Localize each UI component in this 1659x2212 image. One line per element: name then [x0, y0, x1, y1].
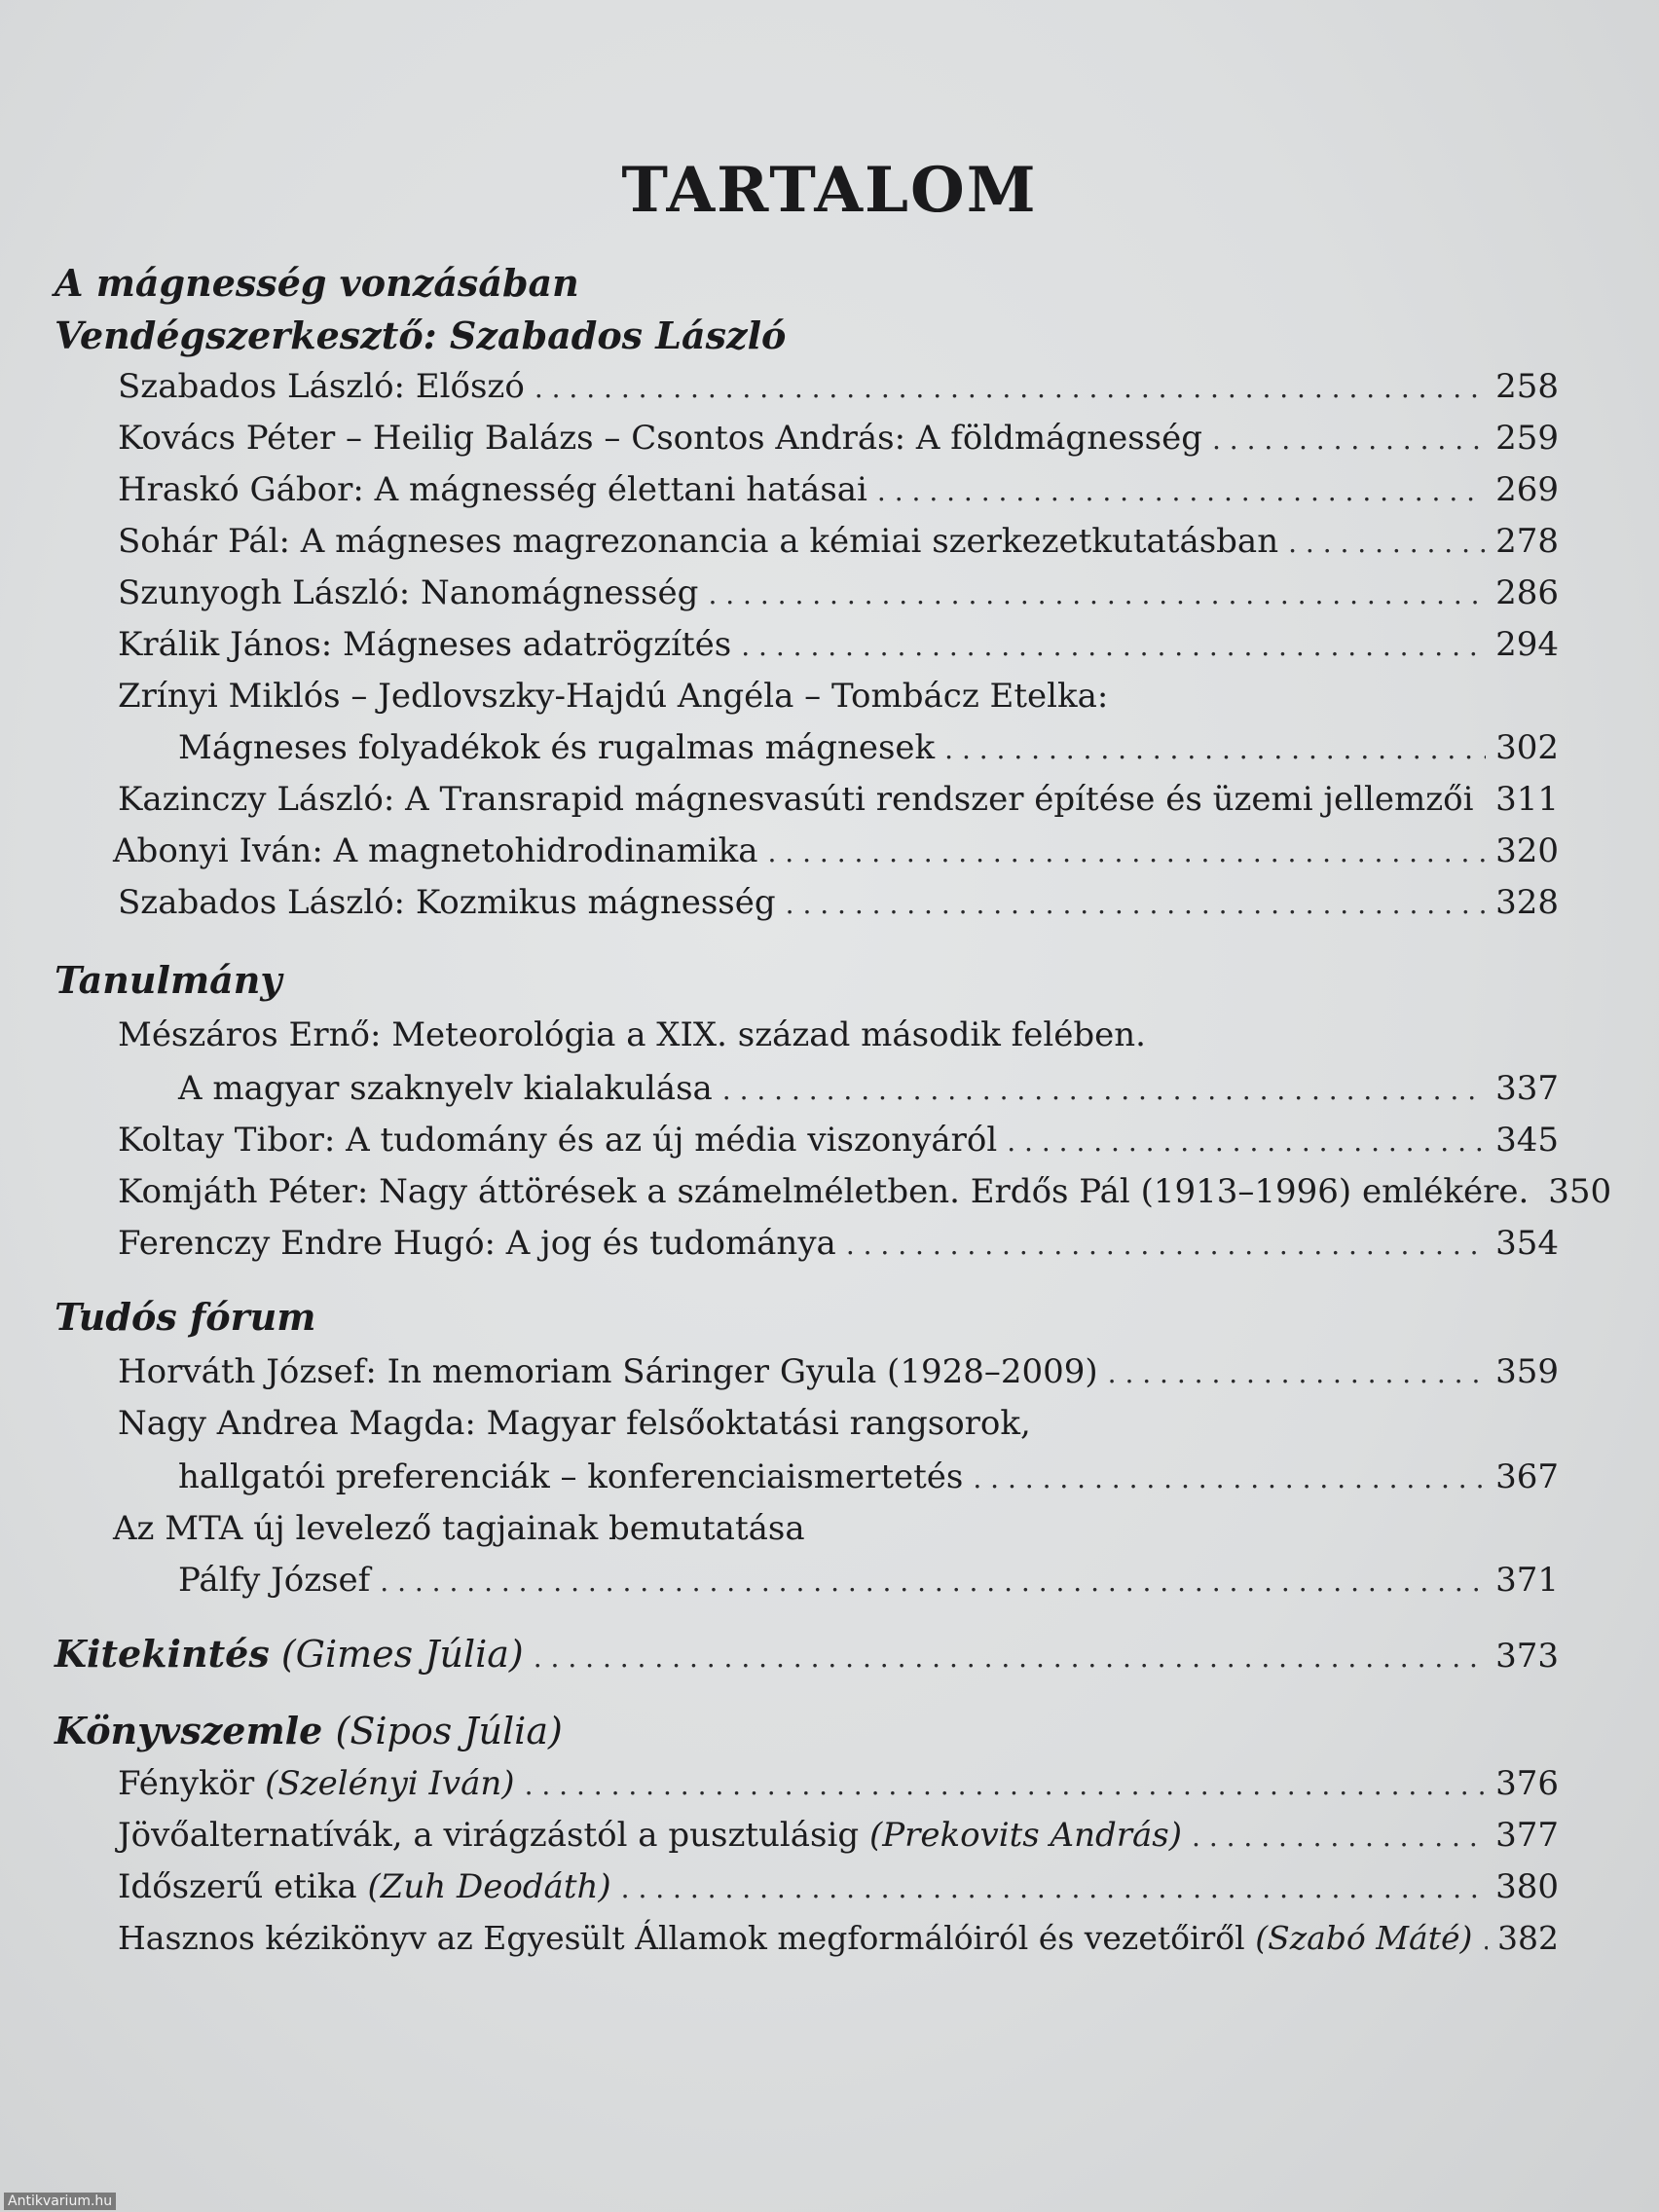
- dot-leader: [786, 888, 1486, 920]
- dot-leader: [708, 578, 1486, 610]
- page-number: 258: [1495, 367, 1559, 406]
- toc-entry-first-line[interactable]: Zrínyi Miklós – Jedlovszky-Hajdú Angéla – Tombácz Etelka:: [118, 677, 1109, 716]
- entry-reviewer: (Zuh Deodáth): [367, 1867, 611, 1906]
- dot-leader: [741, 630, 1486, 662]
- toc-entry[interactable]: [118, 470, 1559, 509]
- section-kitekintes-label: [55, 1632, 524, 1676]
- entry-text: Horváth József: In memoriam Sáringer Gyula (1928–2009): [118, 1352, 1098, 1391]
- section-konyvszemle: [55, 1709, 563, 1752]
- page-number: 345: [1495, 1121, 1559, 1160]
- section-editor: (Sipos Júlia): [335, 1710, 563, 1752]
- page-number: 367: [1495, 1457, 1559, 1496]
- page-number: 376: [1495, 1764, 1559, 1803]
- section-title-tudos-forum: Tudós fórum: [55, 1295, 316, 1339]
- page-number: 359: [1495, 1352, 1559, 1391]
- dot-leader: [846, 1229, 1486, 1261]
- toc-entry[interactable]: [118, 1919, 1559, 1957]
- entry-text: Komjáth Péter: Nagy áttörések a számelméletben. Erdős Pál (1913–1996) emlékére.: [118, 1172, 1530, 1211]
- toc-entry[interactable]: [118, 625, 1559, 664]
- entry-text: Jövőalternatívák, a virágzástól a pusztulásig: [118, 1816, 860, 1855]
- page-number: 380: [1495, 1867, 1559, 1906]
- page-number: 320: [1495, 831, 1559, 870]
- page-number: 294: [1495, 625, 1559, 664]
- toc-entry[interactable]: [118, 780, 1559, 819]
- entry-text-wrap: [118, 1867, 611, 1906]
- dot-leader: [1007, 1125, 1486, 1158]
- section-editor: (Gimes Júlia): [280, 1633, 524, 1676]
- toc-entry[interactable]: [118, 883, 1559, 922]
- entry-text: Pálfy József: [178, 1561, 371, 1600]
- page-number: 350: [1548, 1172, 1612, 1211]
- entry-text: Időszerű etika: [118, 1867, 357, 1906]
- toc-entry[interactable]: [118, 419, 1559, 458]
- dot-leader: [1483, 785, 1486, 817]
- page-title: TARTALOM: [621, 154, 1038, 227]
- dot-leader: [380, 1566, 1486, 1598]
- toc-entry-first-line[interactable]: Mészáros Ernő: Meteorológia a XIX. század második felében.: [118, 1015, 1146, 1054]
- dot-leader: [525, 1769, 1487, 1801]
- toc-entry[interactable]: [178, 728, 1559, 767]
- section-title-kitekintes: Kitekintés: [55, 1632, 270, 1676]
- toc-entry[interactable]: [118, 1172, 1612, 1211]
- entry-text-wrap: [118, 1764, 515, 1803]
- dot-leader: [973, 1462, 1486, 1494]
- dot-leader: [877, 475, 1486, 507]
- section-title-magnesseg: A mágnesség vonzásában: [55, 261, 579, 305]
- page-number: 377: [1495, 1816, 1559, 1855]
- page-number: 328: [1495, 883, 1559, 922]
- entry-reviewer: (Szabó Máté): [1255, 1919, 1473, 1957]
- toc-entry[interactable]: [118, 1816, 1559, 1855]
- page-number: 286: [1495, 573, 1559, 612]
- page-number: 302: [1495, 728, 1559, 767]
- page-number: 354: [1495, 1224, 1559, 1263]
- entry-reviewer: (Szelényi Iván): [265, 1764, 515, 1803]
- page-number: 373: [1495, 1637, 1559, 1676]
- entry-text: hallgatói preferenciák – konferenciaismertetés: [178, 1457, 964, 1496]
- entry-text: Kovács Péter – Heilig Balázs – Csontos András: A földmágnesség: [118, 419, 1202, 458]
- page-number: 371: [1495, 1561, 1559, 1600]
- toc-entry[interactable]: [178, 1457, 1559, 1496]
- entry-text: Kazinczy László: A Transrapid mágnesvasúti rendszer építése és üzemi jellemzői: [118, 780, 1474, 819]
- entry-text: Szunyogh László: Nanomágnesség: [118, 573, 699, 612]
- section-kitekintes[interactable]: [55, 1632, 1559, 1676]
- entry-text: Fénykör: [118, 1764, 255, 1803]
- dot-leader: [534, 1641, 1486, 1674]
- entry-text: Koltay Tibor: A tudomány és az új média viszonyáról: [118, 1121, 998, 1160]
- entry-text: Králik János: Mágneses adatrögzítés: [118, 625, 732, 664]
- dot-leader: [621, 1872, 1486, 1904]
- page-number: 337: [1495, 1069, 1559, 1108]
- toc-entry[interactable]: [113, 831, 1559, 870]
- entry-text: Hraskó Gábor: A mágnesség élettani hatásai: [118, 470, 867, 509]
- dot-leader: [944, 733, 1486, 765]
- entry-text-wrap: [118, 1816, 1182, 1855]
- dot-leader: [1482, 1924, 1488, 1956]
- page-number: 382: [1497, 1919, 1559, 1957]
- toc-entry[interactable]: [118, 1352, 1559, 1391]
- section-subtitle-guest-editor: Vendégszerkesztő: Szabados László: [55, 313, 787, 357]
- page-number: 311: [1495, 780, 1559, 819]
- bleed-through-decoration: [273, 49, 303, 158]
- section-title-tanulmany: Tanulmány: [55, 958, 282, 1002]
- dot-leader: [768, 836, 1487, 868]
- entry-text: Szabados László: Kozmikus mágnesség: [118, 883, 776, 922]
- toc-entry[interactable]: [178, 1069, 1559, 1108]
- toc-entry[interactable]: [118, 573, 1559, 612]
- section-title-konyvszemle: Könyvszemle: [55, 1709, 323, 1752]
- page-number: 278: [1495, 522, 1559, 561]
- entry-text: Abonyi Iván: A magnetohidrodinamika: [113, 831, 758, 870]
- dot-leader: [1288, 527, 1486, 559]
- entry-reviewer: (Prekovits András): [868, 1816, 1183, 1855]
- toc-entry[interactable]: [118, 1867, 1559, 1906]
- toc-entry[interactable]: [118, 367, 1559, 406]
- toc-entry-first-line[interactable]: Az MTA új levelező tagjainak bemutatása: [113, 1509, 805, 1548]
- toc-entry[interactable]: [118, 1121, 1559, 1160]
- entry-text: Sohár Pál: A mágneses magrezonancia a kémiai szerkezetkutatásban: [118, 522, 1279, 561]
- dot-leader: [722, 1074, 1486, 1106]
- dot-leader: [1212, 424, 1486, 456]
- watermark-logo: Antikvarium.hu: [4, 2193, 116, 2210]
- entry-text: Ferenczy Endre Hugó: A jog és tudománya: [118, 1224, 836, 1263]
- toc-entry[interactable]: [118, 522, 1559, 561]
- entry-text-wrap: [118, 1919, 1472, 1957]
- toc-entry[interactable]: [118, 1764, 1559, 1803]
- entry-text: A magyar szaknyelv kialakulása: [178, 1069, 713, 1108]
- dot-leader: [535, 372, 1486, 404]
- toc-entry[interactable]: [178, 1561, 1559, 1600]
- dot-leader: [1108, 1357, 1486, 1389]
- entry-text: Szabados László: Előszó: [118, 367, 525, 406]
- page-number: 259: [1495, 419, 1559, 458]
- dot-leader: [1192, 1821, 1486, 1853]
- toc-entry[interactable]: [118, 1224, 1559, 1263]
- toc-entry-first-line[interactable]: Nagy Andrea Magda: Magyar felsőoktatási rangsorok,: [118, 1404, 1031, 1443]
- entry-text: Hasznos kézikönyv az Egyesült Államok megformálóiról és vezetőiről: [118, 1919, 1245, 1957]
- entry-text: Mágneses folyadékok és rugalmas mágnesek: [178, 728, 936, 767]
- page-number: 269: [1495, 470, 1559, 509]
